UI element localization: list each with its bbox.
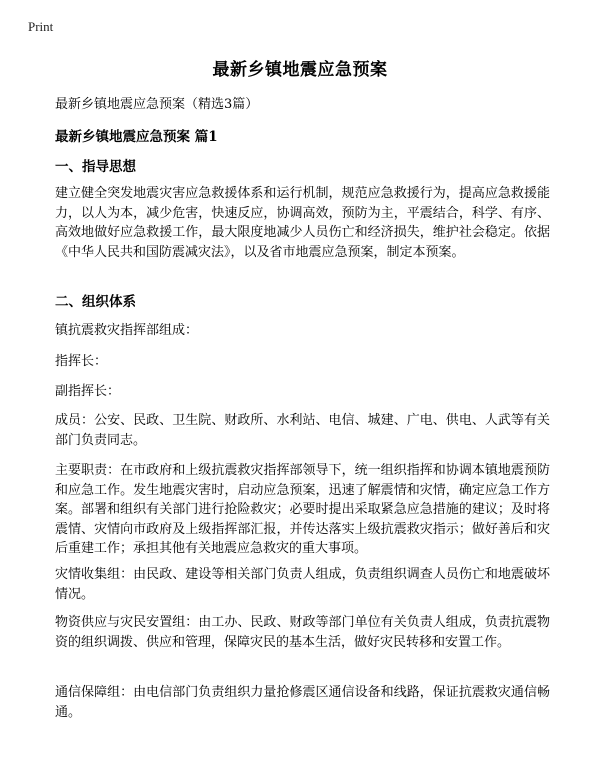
disaster-info-group-paragraph: 灾情收集组：由民政、建设等相关部门负责人组成，负责组织调查人员伤亡和地震破坏情况。 [55, 567, 550, 602]
members-paragraph: 成员：公安、民政、卫生院、财政所、水利站、电信、城建、广电、供电、人武等有关部门负责同志。 [55, 413, 550, 448]
page-title: 最新乡镇地震应急预案 [212, 60, 388, 80]
document-subtitle: 最新乡镇地震应急预案（精选3篇） [55, 97, 259, 112]
article-heading: 最新乡镇地震应急预案 篇1 [55, 129, 218, 145]
section-heading-guiding-ideology: 一、指导思想 [55, 159, 136, 175]
section-heading-organization: 二、组织体系 [55, 294, 136, 310]
commander-label: 指挥长： [55, 354, 108, 369]
supply-group-paragraph: 物资供应与灾民安置组：由工办、民政、财政等部门单位有关负责人组成，负责抗震物资的组织调拨、供应和管理，保障灾民的基本生活，做好灾民转移和安置工作。 [55, 615, 550, 650]
vice-commander-label: 副指挥长： [55, 384, 121, 399]
communication-group-paragraph: 通信保障组：由电信部门负责组织力量抢修震区通信设备和线路，保证抗震救灾通信畅通。 [55, 685, 550, 720]
print-link[interactable]: Print [28, 19, 54, 34]
duties-paragraph: 主要职责：在市政府和上级抗震救灾指挥部领导下，统一组织指挥和协调本镇地震预防和应急工作。发生地震灾害时，启动应急预案，迅速了解震情和灾情，确定应急工作方案。部署和组织有关部门进行抢险救灾；必要时提出采取紧急应急措施的建议；及时将震情、灾情向市政府及上级指挥部汇报，并传达落实上级抗震救灾指示；做好善后和灾后重建工作；承担其他有关地震应急救灾的重大事项。 [55, 463, 550, 556]
section-guiding-ideology-text: 建立健全突发地震灾害应急救援体系和运行机制，规范应急救援行为，提高应急救援能力，以人为本，减少危害，快速反应，协调高效，预防为主，平震结合，科学、有序、高效地做好应急救援工作，最大限度地减少人员伤亡和经济损失，维护社会稳定。依据《中华人民共和国防震减灾法》，以及省市地震应急预案，制定本预案。 [55, 186, 550, 260]
org-intro-text: 镇抗震救灾指挥部组成： [55, 323, 199, 338]
